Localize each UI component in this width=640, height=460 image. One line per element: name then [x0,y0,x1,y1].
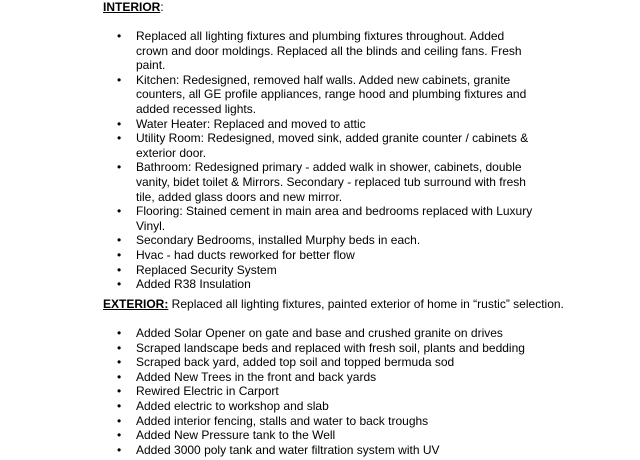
list-item [0,428,536,443]
list-item [0,233,536,248]
list-item [0,326,536,341]
bullet-icon: • [117,355,122,370]
list-item-text: Added New Trees in the front and back yards [136,369,377,384]
exterior-heading: EXTERIOR: [103,297,169,311]
list-item-text: Bathroom: Redesigned primary - added walk in shower, cabinets, double vanity, bidet toilet & Mirrors. Secondary - replaced tub surround with fresh tile, added glass doors and new mirror. [136,160,526,204]
bullet-icon: • [117,29,122,43]
list-item-text: Scraped landscape beds and replaced with fresh soil, plants and bedding [136,340,525,355]
list-item [0,384,536,399]
bullet-icon: • [117,233,122,248]
bullet-icon: • [117,326,122,340]
list-item-text: Utility Room: Redesigned, moved sink, added granite counter / cabinets & exterior door. [136,131,529,160]
list-item [0,355,536,370]
bullet-icon: • [117,160,122,175]
list-item [0,73,536,117]
list-item [0,277,536,292]
list-item [0,263,536,278]
bullet-icon: • [117,277,122,292]
list-item-text: Added New Pressure tank to the Well [136,428,336,443]
list-item-text: Replaced Security System [136,262,277,277]
bullet-icon: • [117,384,122,399]
list-item [0,204,536,233]
list-item-text: Secondary Bedrooms, installed Murphy beds in each. [136,233,421,248]
interior-heading: INTERIOR [103,0,161,14]
bullet-icon: • [117,131,122,146]
bullet-icon: • [117,262,122,277]
exterior-list [0,326,640,457]
list-item-text: Added R38 Insulation [136,277,251,292]
list-item-text: Scraped back yard, added top soil and topped bermuda sod [136,355,455,370]
interior-list [0,29,640,292]
list-item-text: Flooring: Stained cement in main area and bedrooms replaced with Luxury Vinyl. [136,204,533,233]
list-item [0,399,536,414]
interior-heading-line [103,0,164,15]
list-item [0,414,536,429]
bullet-icon: • [117,116,122,131]
list-item-text: Added Solar Opener on gate and base and crushed granite on drives [136,326,503,340]
list-item-text: Added electric to workshop and slab [136,398,329,413]
list-item [0,131,536,160]
list-item [0,160,536,204]
list-item-text: Added interior fencing, stalls and water to back troughs [136,413,429,428]
bullet-icon: • [117,369,122,384]
list-item-text: Replaced all lighting fixtures and plumbing fixtures throughout. Added crown and door moldings. Replaced all the blinds and ceiling fans. Fresh paint. [136,29,522,73]
bullet-icon: • [117,442,122,457]
bullet-icon: • [117,72,122,87]
list-item [0,370,536,385]
bullet-icon: • [117,428,122,443]
bullet-icon: • [117,398,122,413]
interior-heading-colon: : [160,0,164,14]
bullet-icon: • [117,247,122,262]
list-item [0,341,536,356]
bullet-icon: • [117,340,122,355]
list-item-text: Hvac - had ducts reworked for better flow [136,247,355,262]
list-item [0,443,536,458]
list-item [0,29,536,73]
list-item-text: Kitchen: Redesigned, removed half walls. Added new cabinets, granite counters, all GE profile appliances, range hood and plumbing fixtures and added recessed lights. [136,72,527,116]
exterior-heading-line [103,297,564,312]
list-item [0,117,536,132]
bullet-icon: • [117,204,122,219]
list-item-text: Added 3000 poly tank and water filtration system with UV [136,442,440,457]
bullet-icon: • [117,413,122,428]
list-item [0,248,536,263]
list-item-text: Rewired Electric in Carport [136,384,279,399]
list-item-text: Water Heater: Replaced and moved to attic [136,116,366,131]
exterior-intro: Replaced all lighting fixtures, painted exterior of home in “rustic” selection. [168,297,564,311]
